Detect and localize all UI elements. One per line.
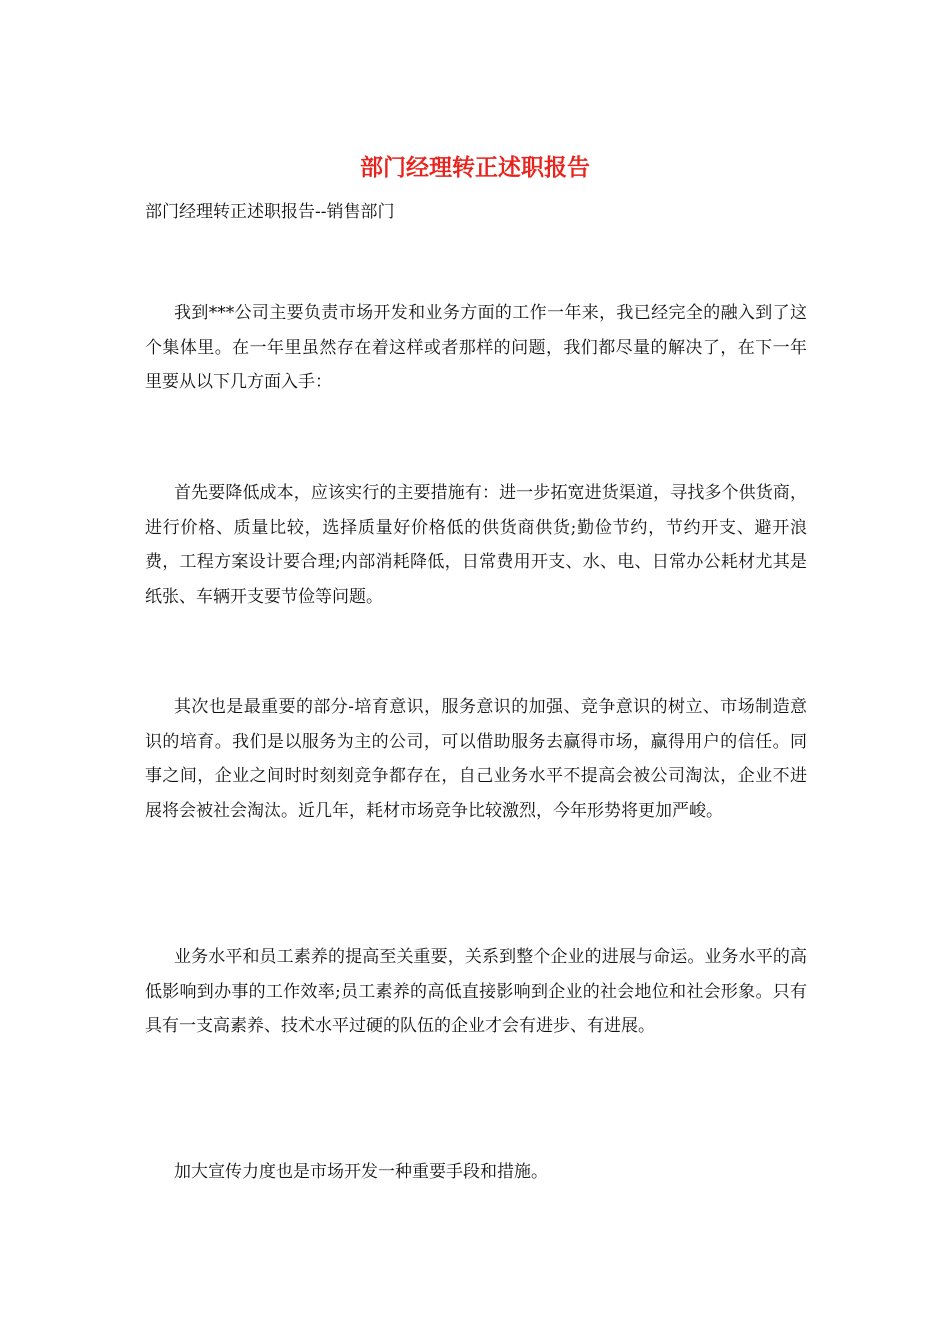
paragraph-intro: 我到***公司主要负责市场开发和业务方面的工作一年来，我已经完全的融入到了这个集体里。在一年里虽然存在着这样或者那样的问题，我们都尽量的解决了，在下一年里要从以下几方面入手： [145, 303, 807, 392]
document-subtitle: 部门经理转正述职报告--销售部门 [145, 202, 395, 222]
paragraph-cost-reduction: 首先要降低成本，应该实行的主要措施有：进一步拓宽进货渠道，寻找多个供货商，进行价格、质量比较，选择质量好价格低的供货商供货;勤俭节约，节约开支、避开浪费，工程方案设计要合理;内部消耗降低，日常费用开支、水、电、日常办公耗材尤其是纸张、车辆开支要节俭等问题。 [145, 483, 807, 607]
document-title: 部门经理转正述职报告 [360, 154, 590, 181]
paragraph-staff-quality: 业务水平和员工素养的提高至关重要，关系到整个企业的进展与命运。业务水平的高低影响到办事的工作效率;员工素养的高低直接影响到企业的社会地位和社会形象。只有具有一支高素养、技术水平过硬的队伍的企业才会有进步、有进展。 [145, 947, 807, 1036]
paragraph-promotion: 加大宣传力度也是市场开发一种重要手段和措施。 [174, 1162, 548, 1182]
paragraph-awareness: 其次也是最重要的部分-培育意识，服务意识的加强、竞争意识的树立、市场制造意识的培育。我们是以服务为主的公司，可以借助服务去赢得市场，赢得用户的信任。同事之间，企业之间时时刻刻竞争都存在，自己业务水平不提高会被公司淘汰，企业不进展将会被社会淘汰。近几年，耗材市场竞争比较激烈，今年形势将更加严峻。 [145, 697, 807, 821]
